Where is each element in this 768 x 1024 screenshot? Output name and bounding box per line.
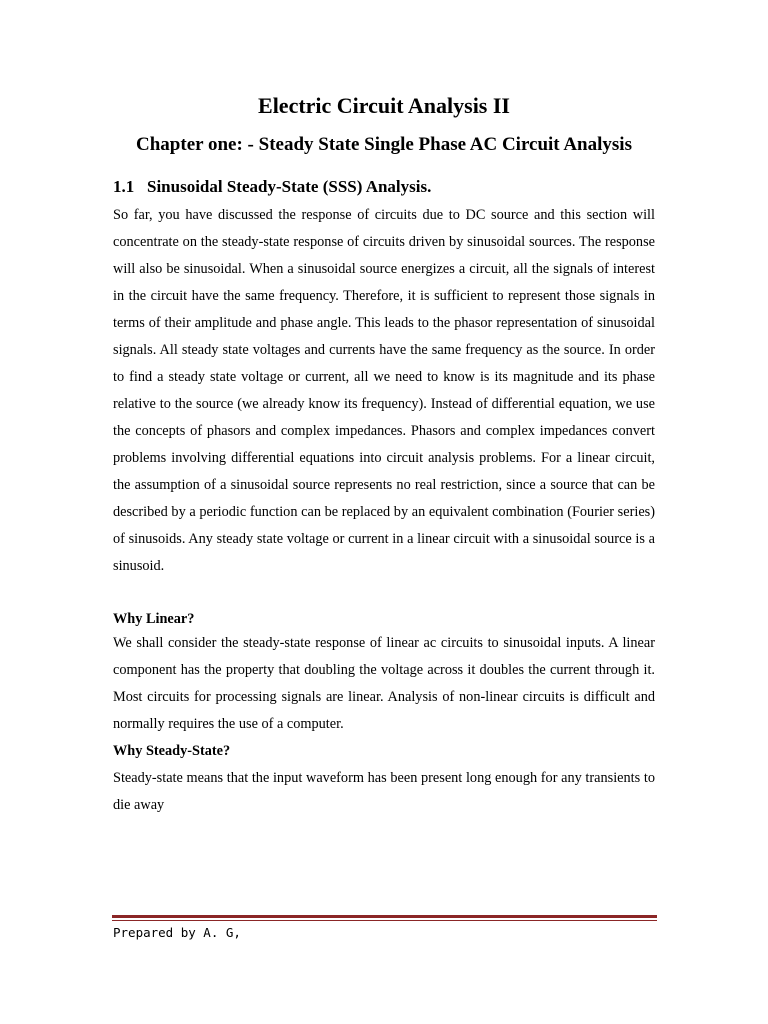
document-title: Electric Circuit Analysis II (258, 93, 510, 118)
why-steady-state-heading: Why Steady-State? (113, 743, 231, 759)
intro-paragraph: So far, you have discussed the response of circuits due to DC source and this section will concentrate on the steady-state response of circuits driven by sinusoidal sources. The response will also be sinusoidal. When a sinusoidal source energizes a circuit, all the signals of interest in the circuit have the same frequency. Therefore, it is sufficient to represent those signals in terms of their amplitude and phase angle. This leads to the phasor representation of sinusoidal signals. All steady state voltages and currents have the same frequency as the source. In order to find a steady state voltage or current, all we need to know is its magnitude and its phase relative to the source (we already know its frequency). Instead of differential equation, we use the concepts of phasors and complex impedances. Phasors and complex impedances convert problems involving differential equations into circuit analysis problems. For a linear circuit, the assumption of a sinusoidal source represents no real restriction, since a source that can be described by a periodic function can be replaced by an equivalent combination (Fourier series) of sinusoids. Any steady state voltage or current in a linear circuit with a sinusoidal source is a sinusoid. (113, 207, 655, 574)
chapter-title: Chapter one: - Steady State Single Phase AC Circuit Analysis (136, 134, 632, 155)
footer-prepared-by: Prepared by A. G, (113, 925, 241, 940)
section-heading (113, 176, 431, 198)
footer-divider-thin (112, 920, 657, 921)
why-linear-heading: Why Linear? (113, 611, 195, 627)
section-number: 1.1 (113, 177, 135, 196)
footer-divider-thick (112, 915, 657, 918)
why-steady-state-paragraph: Steady-state means that the input waveform has been present long enough for any transients to die away (113, 770, 655, 813)
why-linear-paragraph: We shall consider the steady-state response of linear ac circuits to sinusoidal inputs. A linear component has the property that doubling the voltage across it doubles the current through it. Most circuits for processing signals are linear. Analysis of non-linear circuits is difficult and normally requires the use of a computer. (113, 635, 655, 732)
section-heading-text: Sinusoidal Steady-State (SSS) Analysis. (147, 177, 432, 196)
